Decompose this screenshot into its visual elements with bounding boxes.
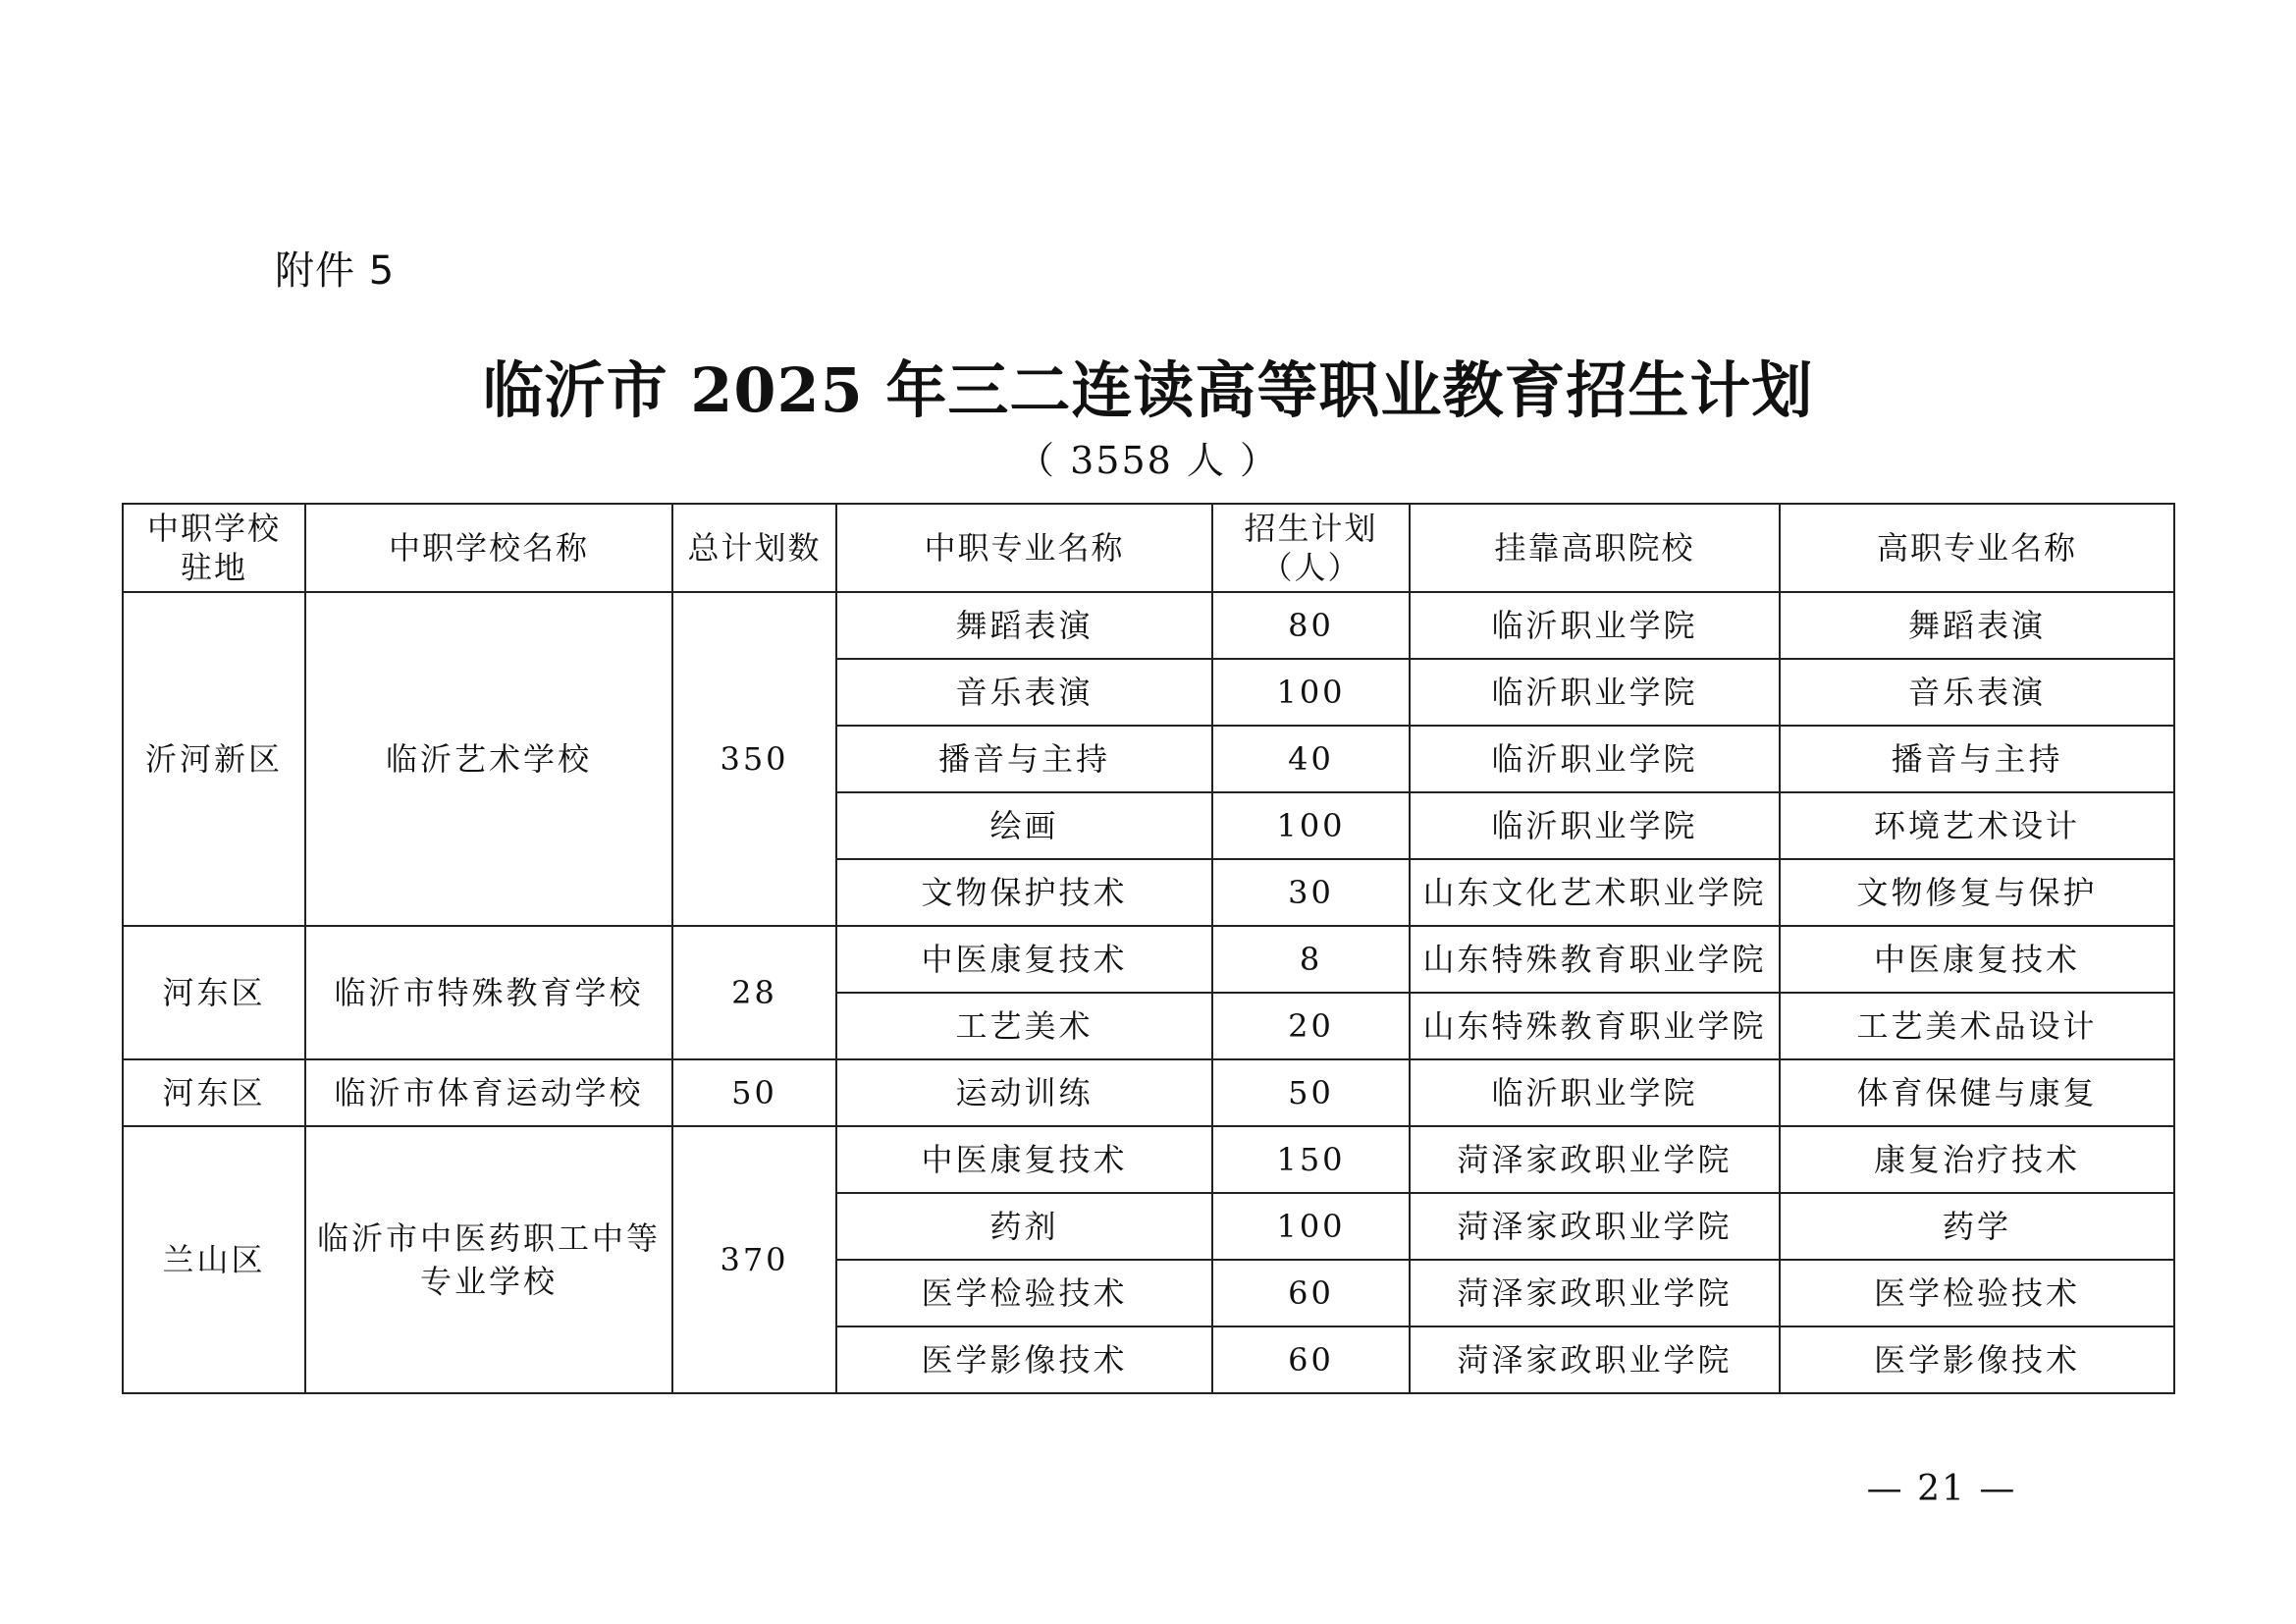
cell-plan: 60 [1212, 1326, 1410, 1393]
cell-location: 河东区 [123, 1059, 305, 1126]
header-school: 中职学校名称 [305, 504, 672, 592]
cell-college: 山东特殊教育职业学院 [1410, 993, 1780, 1059]
cell-plan: 20 [1212, 993, 1410, 1059]
table-row [123, 1059, 2174, 1126]
cell-school: 临沂市特殊教育学校 [305, 926, 672, 1059]
cell-college-major: 医学检验技术 [1780, 1260, 2174, 1326]
cell-total: 350 [672, 592, 836, 926]
table-row [123, 1126, 2174, 1193]
cell-college-major: 体育保健与康复 [1780, 1059, 2174, 1126]
header-plan: 招生计划（人） [1212, 504, 1410, 592]
cell-college-major: 工艺美术品设计 [1780, 993, 2174, 1059]
cell-major: 药剂 [836, 1193, 1212, 1260]
cell-college-major: 康复治疗技术 [1780, 1126, 2174, 1193]
cell-college: 临沂职业学院 [1410, 659, 1780, 726]
cell-major: 绘画 [836, 792, 1212, 859]
header-location: 中职学校驻地 [123, 504, 305, 592]
table-body [123, 592, 2174, 1393]
cell-plan: 100 [1212, 659, 1410, 726]
cell-college: 山东文化艺术职业学院 [1410, 859, 1780, 926]
cell-plan: 100 [1212, 1193, 1410, 1260]
table-row [123, 592, 2174, 659]
cell-major: 运动训练 [836, 1059, 1212, 1126]
document-subtitle: （ 3558 人 ） [1017, 439, 1279, 482]
cell-location: 兰山区 [123, 1126, 305, 1393]
cell-college: 菏泽家政职业学院 [1410, 1326, 1780, 1393]
cell-college: 临沂职业学院 [1410, 592, 1780, 659]
cell-plan: 8 [1212, 926, 1410, 993]
enrollment-plan-table [122, 503, 2175, 1394]
cell-college: 临沂职业学院 [1410, 726, 1780, 792]
cell-college: 临沂职业学院 [1410, 792, 1780, 859]
cell-college: 菏泽家政职业学院 [1410, 1260, 1780, 1326]
table-row [123, 926, 2174, 993]
page-number: — 21 — [1866, 1469, 2017, 1509]
cell-major: 文物保护技术 [836, 859, 1212, 926]
cell-major: 医学影像技术 [836, 1326, 1212, 1393]
cell-college: 临沂职业学院 [1410, 1059, 1780, 1126]
cell-school: 临沂市体育运动学校 [305, 1059, 672, 1126]
cell-plan: 40 [1212, 726, 1410, 792]
cell-major: 音乐表演 [836, 659, 1212, 726]
cell-college-major: 医学影像技术 [1780, 1326, 2174, 1393]
cell-major: 工艺美术 [836, 993, 1212, 1059]
table-header-row [123, 504, 2174, 592]
attachment-label: 附件 5 [275, 248, 396, 294]
cell-plan: 150 [1212, 1126, 1410, 1193]
cell-major: 舞蹈表演 [836, 592, 1212, 659]
cell-college-major: 中医康复技术 [1780, 926, 2174, 993]
header-college: 挂靠高职院校 [1410, 504, 1780, 592]
cell-college: 山东特殊教育职业学院 [1410, 926, 1780, 993]
cell-plan: 30 [1212, 859, 1410, 926]
cell-total: 50 [672, 1059, 836, 1126]
cell-college: 菏泽家政职业学院 [1410, 1193, 1780, 1260]
cell-school: 临沂艺术学校 [305, 592, 672, 926]
cell-major: 播音与主持 [836, 726, 1212, 792]
header-major: 中职专业名称 [836, 504, 1212, 592]
cell-plan: 50 [1212, 1059, 1410, 1126]
cell-location: 沂河新区 [123, 592, 305, 926]
cell-school: 临沂市中医药职工中等专业学校 [305, 1126, 672, 1393]
cell-total: 370 [672, 1126, 836, 1393]
header-total: 总计划数 [672, 504, 836, 592]
cell-plan: 80 [1212, 592, 1410, 659]
cell-major: 医学检验技术 [836, 1260, 1212, 1326]
cell-plan: 100 [1212, 792, 1410, 859]
cell-college-major: 环境艺术设计 [1780, 792, 2174, 859]
cell-plan: 60 [1212, 1260, 1410, 1326]
cell-college-major: 音乐表演 [1780, 659, 2174, 726]
cell-location: 河东区 [123, 926, 305, 1059]
cell-college-major: 药学 [1780, 1193, 2174, 1260]
cell-major: 中医康复技术 [836, 1126, 1212, 1193]
cell-major: 中医康复技术 [836, 926, 1212, 993]
cell-college-major: 舞蹈表演 [1780, 592, 2174, 659]
cell-total: 28 [672, 926, 836, 1059]
header-college-major: 高职专业名称 [1780, 504, 2174, 592]
cell-college: 菏泽家政职业学院 [1410, 1126, 1780, 1193]
cell-college-major: 播音与主持 [1780, 726, 2174, 792]
document-title: 临沂市 2025 年三二连读高等职业教育招生计划 [482, 354, 1814, 426]
cell-college-major: 文物修复与保护 [1780, 859, 2174, 926]
